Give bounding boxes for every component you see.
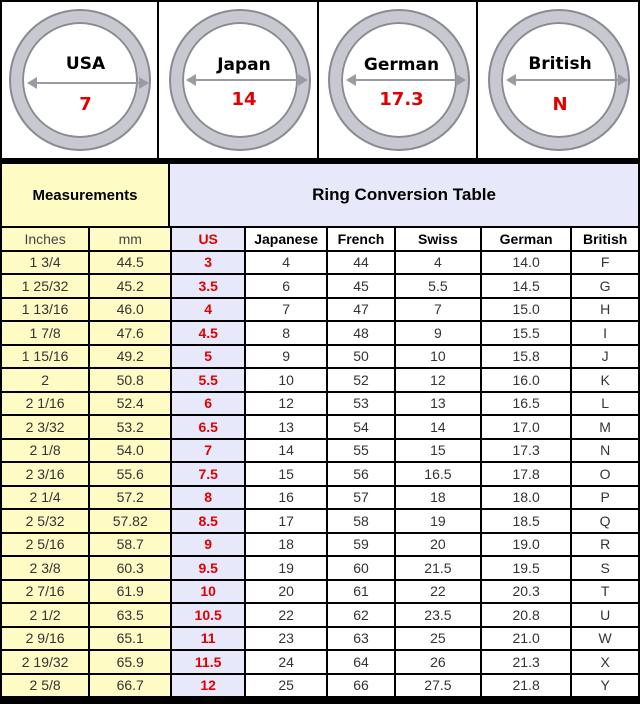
cell-inches: 1 15/16	[2, 346, 88, 368]
column-header-mm: mm	[90, 228, 170, 250]
column-header-japanese: Japanese	[246, 228, 326, 250]
cell-us: 11	[172, 628, 244, 650]
table-row	[2, 510, 638, 532]
cell-german: 16.0	[482, 369, 570, 391]
cell-french: 60	[328, 557, 394, 579]
cell-british: Q	[572, 510, 638, 532]
cell-inches: 2 1/2	[2, 604, 88, 626]
cell-german: 21.0	[482, 628, 570, 650]
column-header-british: British	[572, 228, 638, 250]
cell-french: 63	[328, 628, 394, 650]
cell-swiss: 9	[396, 322, 480, 344]
ring-panel-british	[478, 2, 638, 158]
table-row	[2, 275, 638, 297]
cell-swiss: 23.5	[396, 604, 480, 626]
table-title: Ring Conversion Table	[170, 164, 638, 226]
cell-japanese: 19	[246, 557, 326, 579]
cell-japanese: 24	[246, 651, 326, 673]
cell-swiss: 16.5	[396, 463, 480, 485]
ring-label-usa: USA	[65, 54, 106, 74]
cell-inches: 1 7/8	[2, 322, 88, 344]
cell-inches: 2 3/8	[2, 557, 88, 579]
cell-inches: 1 3/4	[2, 252, 88, 274]
cell-mm: 58.7	[90, 534, 170, 556]
ring-size-british: N	[552, 94, 568, 115]
ring-label-german: German	[363, 55, 440, 75]
cell-swiss: 20	[396, 534, 480, 556]
cell-japanese: 22	[246, 604, 326, 626]
cell-swiss: 5.5	[396, 275, 480, 297]
cell-french: 59	[328, 534, 394, 556]
cell-german: 18.0	[482, 487, 570, 509]
cell-british: X	[572, 651, 638, 673]
cell-german: 17.8	[482, 463, 570, 485]
cell-mm: 46.0	[90, 299, 170, 321]
cell-german: 21.3	[482, 651, 570, 673]
ring-size-japan: 14	[231, 89, 257, 110]
cell-mm: 63.5	[90, 604, 170, 626]
cell-us: 4	[172, 299, 244, 321]
cell-german: 19.0	[482, 534, 570, 556]
cell-inches: 1 13/16	[2, 299, 88, 321]
cell-us: 5.5	[172, 369, 244, 391]
cell-french: 44	[328, 252, 394, 274]
cell-swiss: 18	[396, 487, 480, 509]
cell-mm: 50.8	[90, 369, 170, 391]
cell-japanese: 20	[246, 581, 326, 603]
cell-french: 50	[328, 346, 394, 368]
cell-swiss: 27.5	[396, 675, 480, 697]
cell-german: 19.5	[482, 557, 570, 579]
cell-swiss: 22	[396, 581, 480, 603]
cell-swiss: 13	[396, 393, 480, 415]
cell-swiss: 25	[396, 628, 480, 650]
cell-french: 61	[328, 581, 394, 603]
cell-mm: 65.9	[90, 651, 170, 673]
cell-british: G	[572, 275, 638, 297]
cell-us: 9.5	[172, 557, 244, 579]
cell-inches: 2 5/32	[2, 510, 88, 532]
cell-swiss: 19	[396, 510, 480, 532]
cell-french: 57	[328, 487, 394, 509]
cell-mm: 54.0	[90, 440, 170, 462]
cell-german: 21.8	[482, 675, 570, 697]
column-header-swiss: Swiss	[396, 228, 480, 250]
cell-german: 17.3	[482, 440, 570, 462]
cell-british: R	[572, 534, 638, 556]
cell-german: 14.0	[482, 252, 570, 274]
cell-japanese: 23	[246, 628, 326, 650]
cell-swiss: 10	[396, 346, 480, 368]
cell-japanese: 6	[246, 275, 326, 297]
ring-size-usa: 7	[79, 94, 92, 115]
ring-panel-german	[319, 2, 476, 158]
cell-inches: 2 5/16	[2, 534, 88, 556]
cell-british: F	[572, 252, 638, 274]
ring-size-german: 17.3	[379, 89, 424, 110]
cell-french: 48	[328, 322, 394, 344]
cell-inches: 2 1/16	[2, 393, 88, 415]
cell-german: 20.8	[482, 604, 570, 626]
cell-british: T	[572, 581, 638, 603]
cell-german: 18.5	[482, 510, 570, 532]
cell-french: 62	[328, 604, 394, 626]
cell-japanese: 7	[246, 299, 326, 321]
cell-us: 8	[172, 487, 244, 509]
cell-us: 6.5	[172, 416, 244, 438]
cell-japanese: 13	[246, 416, 326, 438]
cell-japanese: 12	[246, 393, 326, 415]
cell-british: W	[572, 628, 638, 650]
cell-us: 10.5	[172, 604, 244, 626]
cell-japanese: 15	[246, 463, 326, 485]
cell-mm: 66.7	[90, 675, 170, 697]
table-row	[2, 440, 638, 462]
cell-british: Y	[572, 675, 638, 697]
table-row	[2, 581, 638, 603]
cell-swiss: 26	[396, 651, 480, 673]
cell-french: 64	[328, 651, 394, 673]
cell-inches: 2 5/8	[2, 675, 88, 697]
cell-british: M	[572, 416, 638, 438]
cell-swiss: 4	[396, 252, 480, 274]
table-row	[2, 252, 638, 274]
column-header-inches: Inches	[2, 228, 88, 250]
measure-arrow-icon	[508, 79, 626, 81]
ring-illustrations	[0, 0, 640, 162]
cell-us: 5	[172, 346, 244, 368]
ring-label-british: British	[528, 54, 592, 74]
cell-swiss: 21.5	[396, 557, 480, 579]
cell-us: 4.5	[172, 322, 244, 344]
cell-british: U	[572, 604, 638, 626]
cell-inches: 2 19/32	[2, 651, 88, 673]
cell-british: O	[572, 463, 638, 485]
table-row	[2, 534, 638, 556]
table-row	[2, 299, 638, 321]
cell-mm: 55.6	[90, 463, 170, 485]
cell-french: 53	[328, 393, 394, 415]
column-header-french: French	[328, 228, 394, 250]
table-row	[2, 416, 638, 438]
cell-mm: 44.5	[90, 252, 170, 274]
cell-us: 3	[172, 252, 244, 274]
cell-japanese: 4	[246, 252, 326, 274]
cell-inches: 2 3/32	[2, 416, 88, 438]
cell-japanese: 17	[246, 510, 326, 532]
cell-french: 66	[328, 675, 394, 697]
cell-japanese: 14	[246, 440, 326, 462]
cell-swiss: 14	[396, 416, 480, 438]
cell-inches: 2	[2, 369, 88, 391]
table-row	[2, 487, 638, 509]
cell-french: 56	[328, 463, 394, 485]
cell-inches: 2 9/16	[2, 628, 88, 650]
column-header-us: US	[172, 228, 244, 250]
table-row	[2, 675, 638, 697]
cell-mm: 53.2	[90, 416, 170, 438]
cell-british: P	[572, 487, 638, 509]
cell-mm: 52.4	[90, 393, 170, 415]
measurements-header: Measurements	[2, 164, 168, 226]
column-header-row	[2, 228, 638, 250]
cell-french: 52	[328, 369, 394, 391]
cell-british: N	[572, 440, 638, 462]
cell-french: 58	[328, 510, 394, 532]
cell-us: 3.5	[172, 275, 244, 297]
ring-panel-japan	[159, 2, 317, 158]
table-row	[2, 628, 638, 650]
table-row	[2, 557, 638, 579]
cell-mm: 60.3	[90, 557, 170, 579]
cell-inches: 2 1/4	[2, 487, 88, 509]
cell-british: H	[572, 299, 638, 321]
cell-us: 6	[172, 393, 244, 415]
table-row	[2, 463, 638, 485]
table-row	[2, 651, 638, 673]
cell-mm: 45.2	[90, 275, 170, 297]
cell-inches: 2 1/8	[2, 440, 88, 462]
ring-label-japan: Japan	[217, 55, 271, 75]
table-row	[2, 346, 638, 368]
cell-inches: 1 25/32	[2, 275, 88, 297]
cell-french: 45	[328, 275, 394, 297]
cell-inches: 2 7/16	[2, 581, 88, 603]
cell-us: 7	[172, 440, 244, 462]
cell-swiss: 7	[396, 299, 480, 321]
ring-panel-usa	[2, 2, 157, 158]
cell-british: K	[572, 369, 638, 391]
cell-mm: 57.2	[90, 487, 170, 509]
cell-german: 20.3	[482, 581, 570, 603]
column-header-german: German	[482, 228, 570, 250]
cell-british: I	[572, 322, 638, 344]
cell-french: 55	[328, 440, 394, 462]
cell-german: 15.5	[482, 322, 570, 344]
cell-us: 10	[172, 581, 244, 603]
cell-french: 47	[328, 299, 394, 321]
cell-german: 17.0	[482, 416, 570, 438]
table-row	[2, 322, 638, 344]
cell-japanese: 18	[246, 534, 326, 556]
cell-mm: 65.1	[90, 628, 170, 650]
cell-japanese: 16	[246, 487, 326, 509]
measure-arrow-icon	[188, 79, 306, 81]
cell-japanese: 10	[246, 369, 326, 391]
cell-german: 15.8	[482, 346, 570, 368]
cell-japanese: 25	[246, 675, 326, 697]
cell-german: 16.5	[482, 393, 570, 415]
cell-mm: 47.6	[90, 322, 170, 344]
cell-us: 11.5	[172, 651, 244, 673]
cell-german: 14.5	[482, 275, 570, 297]
cell-us: 12	[172, 675, 244, 697]
cell-inches: 2 3/16	[2, 463, 88, 485]
cell-british: L	[572, 393, 638, 415]
cell-french: 54	[328, 416, 394, 438]
cell-us: 7.5	[172, 463, 244, 485]
cell-german: 15.0	[482, 299, 570, 321]
table-row	[2, 369, 638, 391]
cell-mm: 61.9	[90, 581, 170, 603]
table-row	[2, 604, 638, 626]
cell-japanese: 8	[246, 322, 326, 344]
cell-british: J	[572, 346, 638, 368]
cell-swiss: 15	[396, 440, 480, 462]
cell-mm: 57.82	[90, 510, 170, 532]
measure-arrow-icon	[29, 82, 147, 84]
ring-conversion-table	[0, 226, 640, 698]
cell-swiss: 12	[396, 369, 480, 391]
cell-us: 9	[172, 534, 244, 556]
cell-japanese: 9	[246, 346, 326, 368]
cell-mm: 49.2	[90, 346, 170, 368]
table-row	[2, 393, 638, 415]
measure-arrow-icon	[348, 79, 464, 81]
cell-british: S	[572, 557, 638, 579]
cell-us: 8.5	[172, 510, 244, 532]
